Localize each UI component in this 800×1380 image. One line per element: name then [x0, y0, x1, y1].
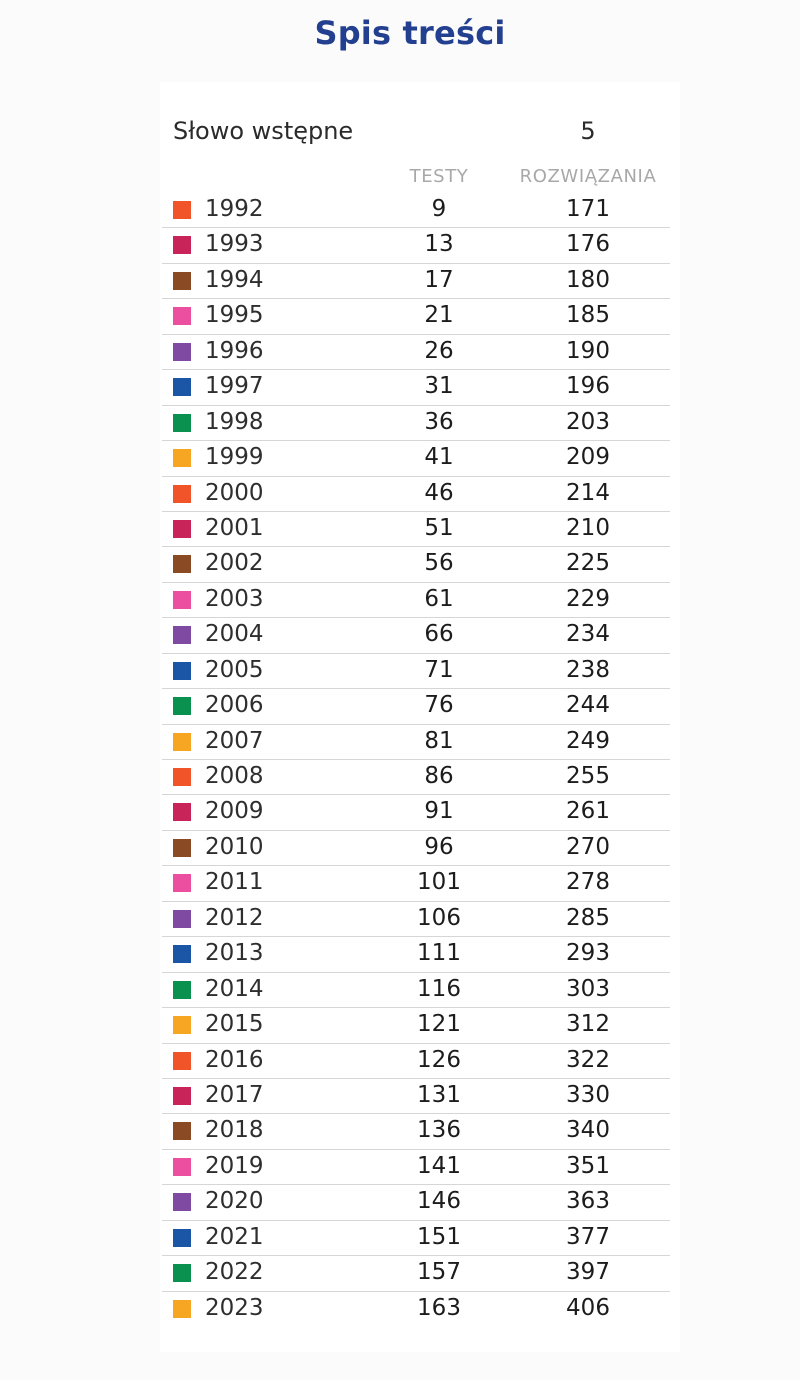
- rozwiazania-page-number: 377: [566, 1223, 610, 1250]
- year-color-swatch-icon: [173, 1052, 191, 1070]
- testy-page-number: 56: [424, 550, 454, 577]
- table-row[interactable]: [162, 512, 670, 547]
- rozwiazania-page-number: 225: [566, 550, 610, 577]
- year-color-swatch-icon: [173, 555, 191, 573]
- toc-entry-page: 5: [580, 117, 596, 145]
- table-row[interactable]: [162, 547, 670, 582]
- column-header-rozwiazania: ROZWIĄZANIA: [519, 166, 657, 187]
- table-row[interactable]: [162, 477, 670, 512]
- table-row[interactable]: [162, 1292, 670, 1327]
- toc-entry-intro[interactable]: [0, 117, 800, 149]
- table-row[interactable]: [162, 1008, 670, 1043]
- rozwiazania-page-number: 406: [566, 1294, 610, 1321]
- testy-page-number: 91: [424, 798, 454, 825]
- testy-page-number: 121: [417, 1011, 461, 1038]
- rozwiazania-page-number: 210: [566, 514, 610, 541]
- rozwiazania-page-number: 196: [566, 373, 610, 400]
- testy-page-number: 157: [417, 1259, 461, 1286]
- year-label: 2017: [205, 1081, 264, 1108]
- year-label: 2007: [205, 727, 264, 754]
- year-color-swatch-icon: [173, 520, 191, 538]
- rozwiazania-page-number: 238: [566, 656, 610, 683]
- year-color-swatch-icon: [173, 1264, 191, 1282]
- year-label: 1997: [205, 373, 264, 400]
- toc-table: [162, 193, 670, 1327]
- year-label: 2019: [205, 1152, 264, 1179]
- year-color-swatch-icon: [173, 449, 191, 467]
- year-label: 1996: [205, 337, 264, 364]
- table-row[interactable]: [162, 1185, 670, 1220]
- rozwiazania-page-number: 203: [566, 408, 610, 435]
- table-row[interactable]: [162, 725, 670, 760]
- testy-page-number: 141: [417, 1152, 461, 1179]
- table-row[interactable]: [162, 760, 670, 795]
- testy-page-number: 106: [417, 904, 461, 931]
- year-color-swatch-icon: [173, 236, 191, 254]
- table-row[interactable]: [162, 937, 670, 972]
- year-label: 2008: [205, 763, 264, 789]
- year-label: 2004: [205, 621, 264, 648]
- rozwiazania-page-number: 180: [566, 266, 610, 293]
- rozwiazania-page-number: 171: [566, 196, 610, 222]
- rozwiazania-page-number: 397: [566, 1259, 610, 1286]
- testy-page-number: 66: [424, 621, 454, 648]
- year-label: 1999: [205, 444, 264, 471]
- column-header-testy: TESTY: [409, 166, 469, 187]
- year-label: 1998: [205, 408, 264, 435]
- table-row[interactable]: [162, 689, 670, 724]
- year-label: 2006: [205, 692, 264, 719]
- year-color-swatch-icon: [173, 343, 191, 361]
- year-color-swatch-icon: [173, 485, 191, 503]
- year-color-swatch-icon: [173, 803, 191, 821]
- testy-page-number: 21: [424, 302, 454, 329]
- year-color-swatch-icon: [173, 414, 191, 432]
- table-row[interactable]: [162, 1114, 670, 1149]
- year-label: 1994: [205, 266, 264, 293]
- table-row[interactable]: [162, 866, 670, 901]
- year-label: 2013: [205, 940, 264, 967]
- testy-page-number: 86: [424, 763, 454, 789]
- year-color-swatch-icon: [173, 1229, 191, 1247]
- rozwiazania-page-number: 214: [566, 479, 610, 506]
- year-label: 2010: [205, 833, 264, 860]
- year-label: 1995: [205, 302, 264, 329]
- table-row[interactable]: [162, 193, 670, 228]
- testy-page-number: 61: [424, 585, 454, 612]
- table-row[interactable]: [162, 583, 670, 618]
- rozwiazania-page-number: 185: [566, 302, 610, 329]
- rozwiazania-page-number: 303: [566, 975, 610, 1002]
- year-color-swatch-icon: [173, 910, 191, 928]
- testy-page-number: 36: [424, 408, 454, 435]
- table-row[interactable]: [162, 370, 670, 405]
- testy-page-number: 13: [424, 231, 454, 258]
- testy-page-number: 17: [424, 266, 454, 293]
- testy-page-number: 26: [424, 337, 454, 364]
- year-color-swatch-icon: [173, 1122, 191, 1140]
- year-color-swatch-icon: [173, 378, 191, 396]
- year-color-swatch-icon: [173, 307, 191, 325]
- table-row[interactable]: [162, 973, 670, 1008]
- rozwiazania-page-number: 330: [566, 1081, 610, 1108]
- table-row[interactable]: [162, 441, 670, 476]
- year-color-swatch-icon: [173, 1016, 191, 1034]
- year-color-swatch-icon: [173, 733, 191, 751]
- year-label: 2014: [205, 975, 264, 1002]
- testy-page-number: 151: [417, 1223, 461, 1250]
- table-row[interactable]: [162, 795, 670, 830]
- year-label: 2000: [205, 479, 264, 506]
- table-row[interactable]: [162, 1044, 670, 1079]
- testy-page-number: 136: [417, 1117, 461, 1144]
- year-label: 2003: [205, 585, 264, 612]
- rozwiazania-page-number: 351: [566, 1152, 610, 1179]
- year-label: 2001: [205, 514, 264, 541]
- year-color-swatch-icon: [173, 1087, 191, 1105]
- year-label: 1993: [205, 231, 264, 258]
- year-color-swatch-icon: [173, 874, 191, 892]
- table-row[interactable]: [162, 1079, 670, 1114]
- table-row[interactable]: [162, 831, 670, 866]
- testy-page-number: 76: [424, 692, 454, 719]
- rozwiazania-page-number: 190: [566, 337, 610, 364]
- table-row[interactable]: [162, 902, 670, 937]
- rozwiazania-page-number: 312: [566, 1011, 610, 1038]
- year-label: 2021: [205, 1223, 264, 1250]
- year-label: 2023: [205, 1294, 264, 1321]
- year-color-swatch-icon: [173, 662, 191, 680]
- testy-page-number: 116: [417, 975, 461, 1002]
- year-label: 2005: [205, 656, 264, 683]
- rozwiazania-page-number: 176: [566, 231, 610, 258]
- year-label: 2022: [205, 1259, 264, 1286]
- testy-page-number: 163: [417, 1294, 461, 1321]
- table-row[interactable]: [162, 654, 670, 689]
- rozwiazania-page-number: 363: [566, 1188, 610, 1215]
- year-color-swatch-icon: [173, 697, 191, 715]
- testy-page-number: 51: [424, 514, 454, 541]
- testy-page-number: 31: [424, 373, 454, 400]
- table-row[interactable]: [162, 1221, 670, 1256]
- year-color-swatch-icon: [173, 839, 191, 857]
- year-color-swatch-icon: [173, 768, 191, 786]
- rozwiazania-page-number: 255: [566, 763, 610, 789]
- year-label: 2002: [205, 550, 264, 577]
- table-row[interactable]: [162, 228, 670, 263]
- rozwiazania-page-number: 340: [566, 1117, 610, 1144]
- testy-page-number: 146: [417, 1188, 461, 1215]
- testy-page-number: 9: [431, 196, 447, 222]
- year-label: 2015: [205, 1011, 264, 1038]
- testy-page-number: 111: [417, 940, 461, 967]
- year-color-swatch-icon: [173, 1193, 191, 1211]
- rozwiazania-page-number: 234: [566, 621, 610, 648]
- toc-entry-label: Słowo wstępne: [173, 117, 354, 145]
- testy-page-number: 96: [424, 833, 454, 860]
- table-row[interactable]: [162, 1150, 670, 1185]
- year-label: 2011: [205, 869, 264, 896]
- year-label: 2018: [205, 1117, 264, 1144]
- table-row[interactable]: [162, 264, 670, 299]
- rozwiazania-page-number: 229: [566, 585, 610, 612]
- rozwiazania-page-number: 285: [566, 904, 610, 931]
- testy-page-number: 81: [424, 727, 454, 754]
- year-color-swatch-icon: [173, 981, 191, 999]
- testy-page-number: 71: [424, 656, 454, 683]
- table-row[interactable]: [162, 406, 670, 441]
- rozwiazania-page-number: 270: [566, 833, 610, 860]
- year-label: 1992: [205, 196, 264, 222]
- table-row[interactable]: [162, 335, 670, 370]
- year-color-swatch-icon: [173, 945, 191, 963]
- year-color-swatch-icon: [173, 591, 191, 609]
- year-label: 2020: [205, 1188, 264, 1215]
- year-label: 2016: [205, 1046, 264, 1073]
- year-color-swatch-icon: [173, 272, 191, 290]
- testy-page-number: 126: [417, 1046, 461, 1073]
- testy-page-number: 41: [424, 444, 454, 471]
- rozwiazania-page-number: 278: [566, 869, 610, 896]
- year-color-swatch-icon: [173, 201, 191, 219]
- testy-page-number: 46: [424, 479, 454, 506]
- page-title: Spis treści: [314, 14, 506, 52]
- table-row[interactable]: [162, 1256, 670, 1291]
- year-color-swatch-icon: [173, 1158, 191, 1176]
- rozwiazania-page-number: 293: [566, 940, 610, 967]
- table-row[interactable]: [162, 618, 670, 653]
- year-label: 2009: [205, 798, 264, 825]
- year-color-swatch-icon: [173, 626, 191, 644]
- table-row[interactable]: [162, 299, 670, 334]
- rozwiazania-page-number: 261: [566, 798, 610, 825]
- year-color-swatch-icon: [173, 1300, 191, 1318]
- testy-page-number: 131: [417, 1081, 461, 1108]
- rozwiazania-page-number: 249: [566, 727, 610, 754]
- rozwiazania-page-number: 244: [566, 692, 610, 719]
- testy-page-number: 101: [417, 869, 461, 896]
- rozwiazania-page-number: 322: [566, 1046, 610, 1073]
- column-headers: [0, 166, 800, 188]
- rozwiazania-page-number: 209: [566, 444, 610, 471]
- year-label: 2012: [205, 904, 264, 931]
